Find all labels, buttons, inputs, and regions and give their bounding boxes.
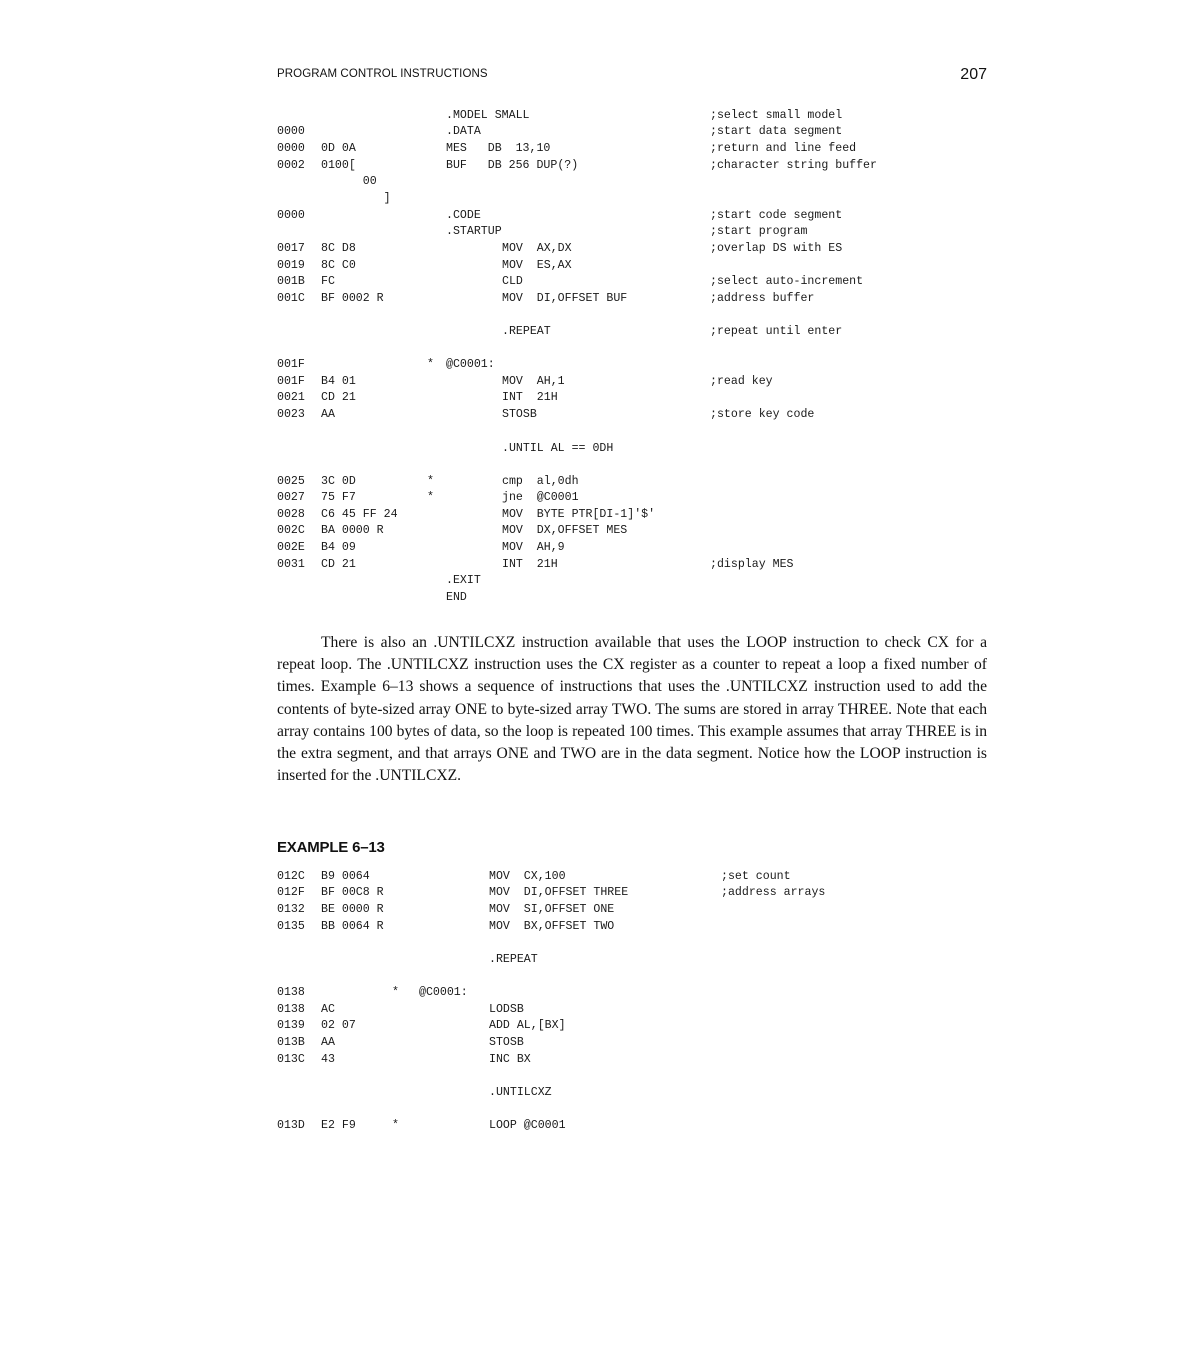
page-number: 207 [960,66,987,83]
code-bytes: B9 0064 [321,870,370,883]
code-address: 0132 [277,903,305,916]
code-line [277,258,987,274]
code-bytes: B4 09 [321,541,356,554]
code-line [277,141,987,157]
code-line [277,540,987,556]
code-bytes: BE 0000 R [321,903,384,916]
code-instruction: jne @C0001 [502,491,579,504]
code-address: 0017 [277,242,305,255]
code-line [277,1018,987,1034]
code-comment: ;select small model [710,109,843,122]
code-line [277,274,987,290]
code-line [277,474,987,490]
code-bytes: FC [321,275,335,288]
running-header-title: PROGRAM CONTROL INSTRUCTIONS [277,68,488,80]
code-bytes: C6 45 FF 24 [321,508,398,521]
code-line [277,869,987,885]
code-instruction: MOV DI,OFFSET THREE [489,886,629,899]
code-bytes: AA [321,408,335,421]
code-comment: ;return and line feed [710,142,857,155]
code-comment: ;repeat until enter [710,325,843,338]
code-line [277,490,987,506]
code-bytes: CD 21 [321,391,356,404]
code-comment: ;address buffer [710,292,815,305]
code-address: 012C [277,870,305,883]
code-bytes: E2 F9 [321,1119,356,1132]
code-address: 001F [277,358,305,371]
running-header [277,66,987,84]
code-marker: * [427,475,434,488]
code-bytes: 0100[ [321,159,356,172]
code-address: 0139 [277,1019,305,1032]
code-instruction: cmp al,0dh [502,475,579,488]
code-line [277,291,987,307]
code-address: 001B [277,275,305,288]
code-line [277,158,987,174]
code-address: 001F [277,375,305,388]
book-page [277,0,987,1345]
code-instruction: MOV AH,9 [502,541,565,554]
code-instruction: CLD [502,275,523,288]
code-address: 002E [277,541,305,554]
code-line [277,919,987,935]
code-marker: * [392,1119,399,1132]
code-instruction: .UNTIL AL == 0DH [502,442,614,455]
code-bytes: 0D 0A [321,142,356,155]
code-instruction: .UNTILCXZ [489,1086,552,1099]
code-line [277,191,987,207]
code-instruction: MOV DI,OFFSET BUF [502,292,628,305]
code-address: 0028 [277,508,305,521]
code-line [277,507,987,523]
code-comment: ;store key code [710,408,815,421]
code-comment: ;start data segment [710,125,843,138]
code-address: 0138 [277,1003,305,1016]
code-directive: .MODEL SMALL [446,109,530,122]
code-address: 0000 [277,209,305,222]
code-instruction: STOSB [489,1036,524,1049]
code-bytes: BF 0002 R [321,292,384,305]
code-comment: ;address arrays [721,886,826,899]
code-address: 0002 [277,159,305,172]
code-line [277,1052,987,1068]
code-line [277,885,987,901]
code-instruction: .REPEAT [502,325,551,338]
code-bytes: AA [321,1036,335,1049]
code-instruction: MOV BX,OFFSET TWO [489,920,615,933]
code-line [277,374,987,390]
code-line [277,1002,987,1018]
code-line [277,407,987,423]
code-address: 013B [277,1036,305,1049]
code-comment: ;select auto-increment [710,275,864,288]
code-directive: BUF DB 256 DUP(?) [446,159,579,172]
example-title: EXAMPLE 6–13 [277,839,385,856]
code-line [277,124,987,140]
code-instruction: MOV SI,OFFSET ONE [489,903,615,916]
code-comment: ;display MES [710,558,794,571]
code-line [277,208,987,224]
code-line [277,224,987,240]
code-instruction: STOSB [502,408,537,421]
code-address: 0021 [277,391,305,404]
code-instruction: MOV AH,1 [502,375,565,388]
code-instruction: INC BX [489,1053,531,1066]
code-address: 0025 [277,475,305,488]
code-marker: * [392,986,399,999]
code-line [277,590,987,606]
code-instruction: INT 21H [502,391,558,404]
code-marker: * [427,358,434,371]
code-bytes: BA 0000 R [321,524,384,537]
code-address: 012F [277,886,305,899]
code-address: 002C [277,524,305,537]
code-comment: ;character string buffer [710,159,877,172]
code-bytes: 8C C0 [321,259,356,272]
code-bytes: 3C 0D [321,475,356,488]
code-bytes: B4 01 [321,375,356,388]
code-bytes: 02 07 [321,1019,356,1032]
code-comment: ;set count [721,870,791,883]
code-comment: ;start program [710,225,808,238]
code-bytes: BB 0064 R [321,920,384,933]
code-line [277,357,987,373]
code-instruction: LOOP @C0001 [489,1119,566,1132]
code-line [277,241,987,257]
code-comment: ;read key [710,375,773,388]
code-address: 0000 [277,142,305,155]
code-comment: ;start code segment [710,209,843,222]
code-directive: .CODE [446,209,481,222]
code-line [277,557,987,573]
code-line [277,1118,987,1134]
code-bytes: 75 F7 [321,491,356,504]
code-bytes: ] [321,192,391,205]
code-line [277,573,987,589]
code-line [277,902,987,918]
code-bytes: 8C D8 [321,242,356,255]
code-instruction: MOV CX,100 [489,870,566,883]
code-instruction: ADD AL,[BX] [489,1019,566,1032]
code-directive: .STARTUP [446,225,502,238]
code-address: 0138 [277,986,305,999]
code-instruction: MOV ES,AX [502,259,572,272]
code-bytes: CD 21 [321,558,356,571]
code-line [277,1085,987,1101]
code-marker: * [427,491,434,504]
code-address: 0031 [277,558,305,571]
code-directive: END [446,591,467,604]
code-instruction: .REPEAT [489,953,538,966]
code-instruction: LODSB [489,1003,524,1016]
body-paragraph: There is also an .UNTILCXZ instruction available that uses the LOOP instruction to check CX for a repeat loop. The .UNTILCXZ instruction uses the CX register as a counter to repeat a loop a fixed number of times. Example 6–13 shows a sequence of instructions that uses the .UNTILCXZ instruction used to add the contents of byte-sized array ONE to byte-sized array TWO. The sums are stored in array THREE. Note that each array contains 100 bytes of data, so the loop is repeated 100 times. This example assumes that array THREE is in the extra segment, and that arrays ONE and TWO are in the data segment. Notice how the LOOP instruction is inserted for the .UNTILCXZ. [277,634,987,785]
code-directive: .EXIT [446,574,481,587]
code-directive: .DATA [446,125,481,138]
code-instruction: MOV BYTE PTR[DI-1]'$' [502,508,656,521]
code-line [277,324,987,340]
code-instruction: MOV AX,DX [502,242,572,255]
code-bytes: BF 00C8 R [321,886,384,899]
code-bytes: 43 [321,1053,335,1066]
code-line [277,1035,987,1051]
code-instruction: INT 21H [502,558,558,571]
code-address: 0019 [277,259,305,272]
code-directive: @C0001: [446,358,495,371]
code-comment: ;overlap DS with ES [710,242,843,255]
code-address: 001C [277,292,305,305]
code-instruction: MOV DX,OFFSET MES [502,524,628,537]
code-address: 013C [277,1053,305,1066]
code-line [277,952,987,968]
code-address: 0027 [277,491,305,504]
code-address: 0000 [277,125,305,138]
code-address: 0023 [277,408,305,421]
code-line [277,390,987,406]
code-line [277,174,987,190]
code-bytes: AC [321,1003,335,1016]
code-bytes: 00 [321,175,377,188]
code-address: 013D [277,1119,305,1132]
code-line [277,108,987,124]
code-directive: @C0001: [419,986,468,999]
code-address: 0135 [277,920,305,933]
code-line [277,523,987,539]
code-line [277,985,987,1001]
code-line [277,441,987,457]
code-directive: MES DB 13,10 [446,142,551,155]
